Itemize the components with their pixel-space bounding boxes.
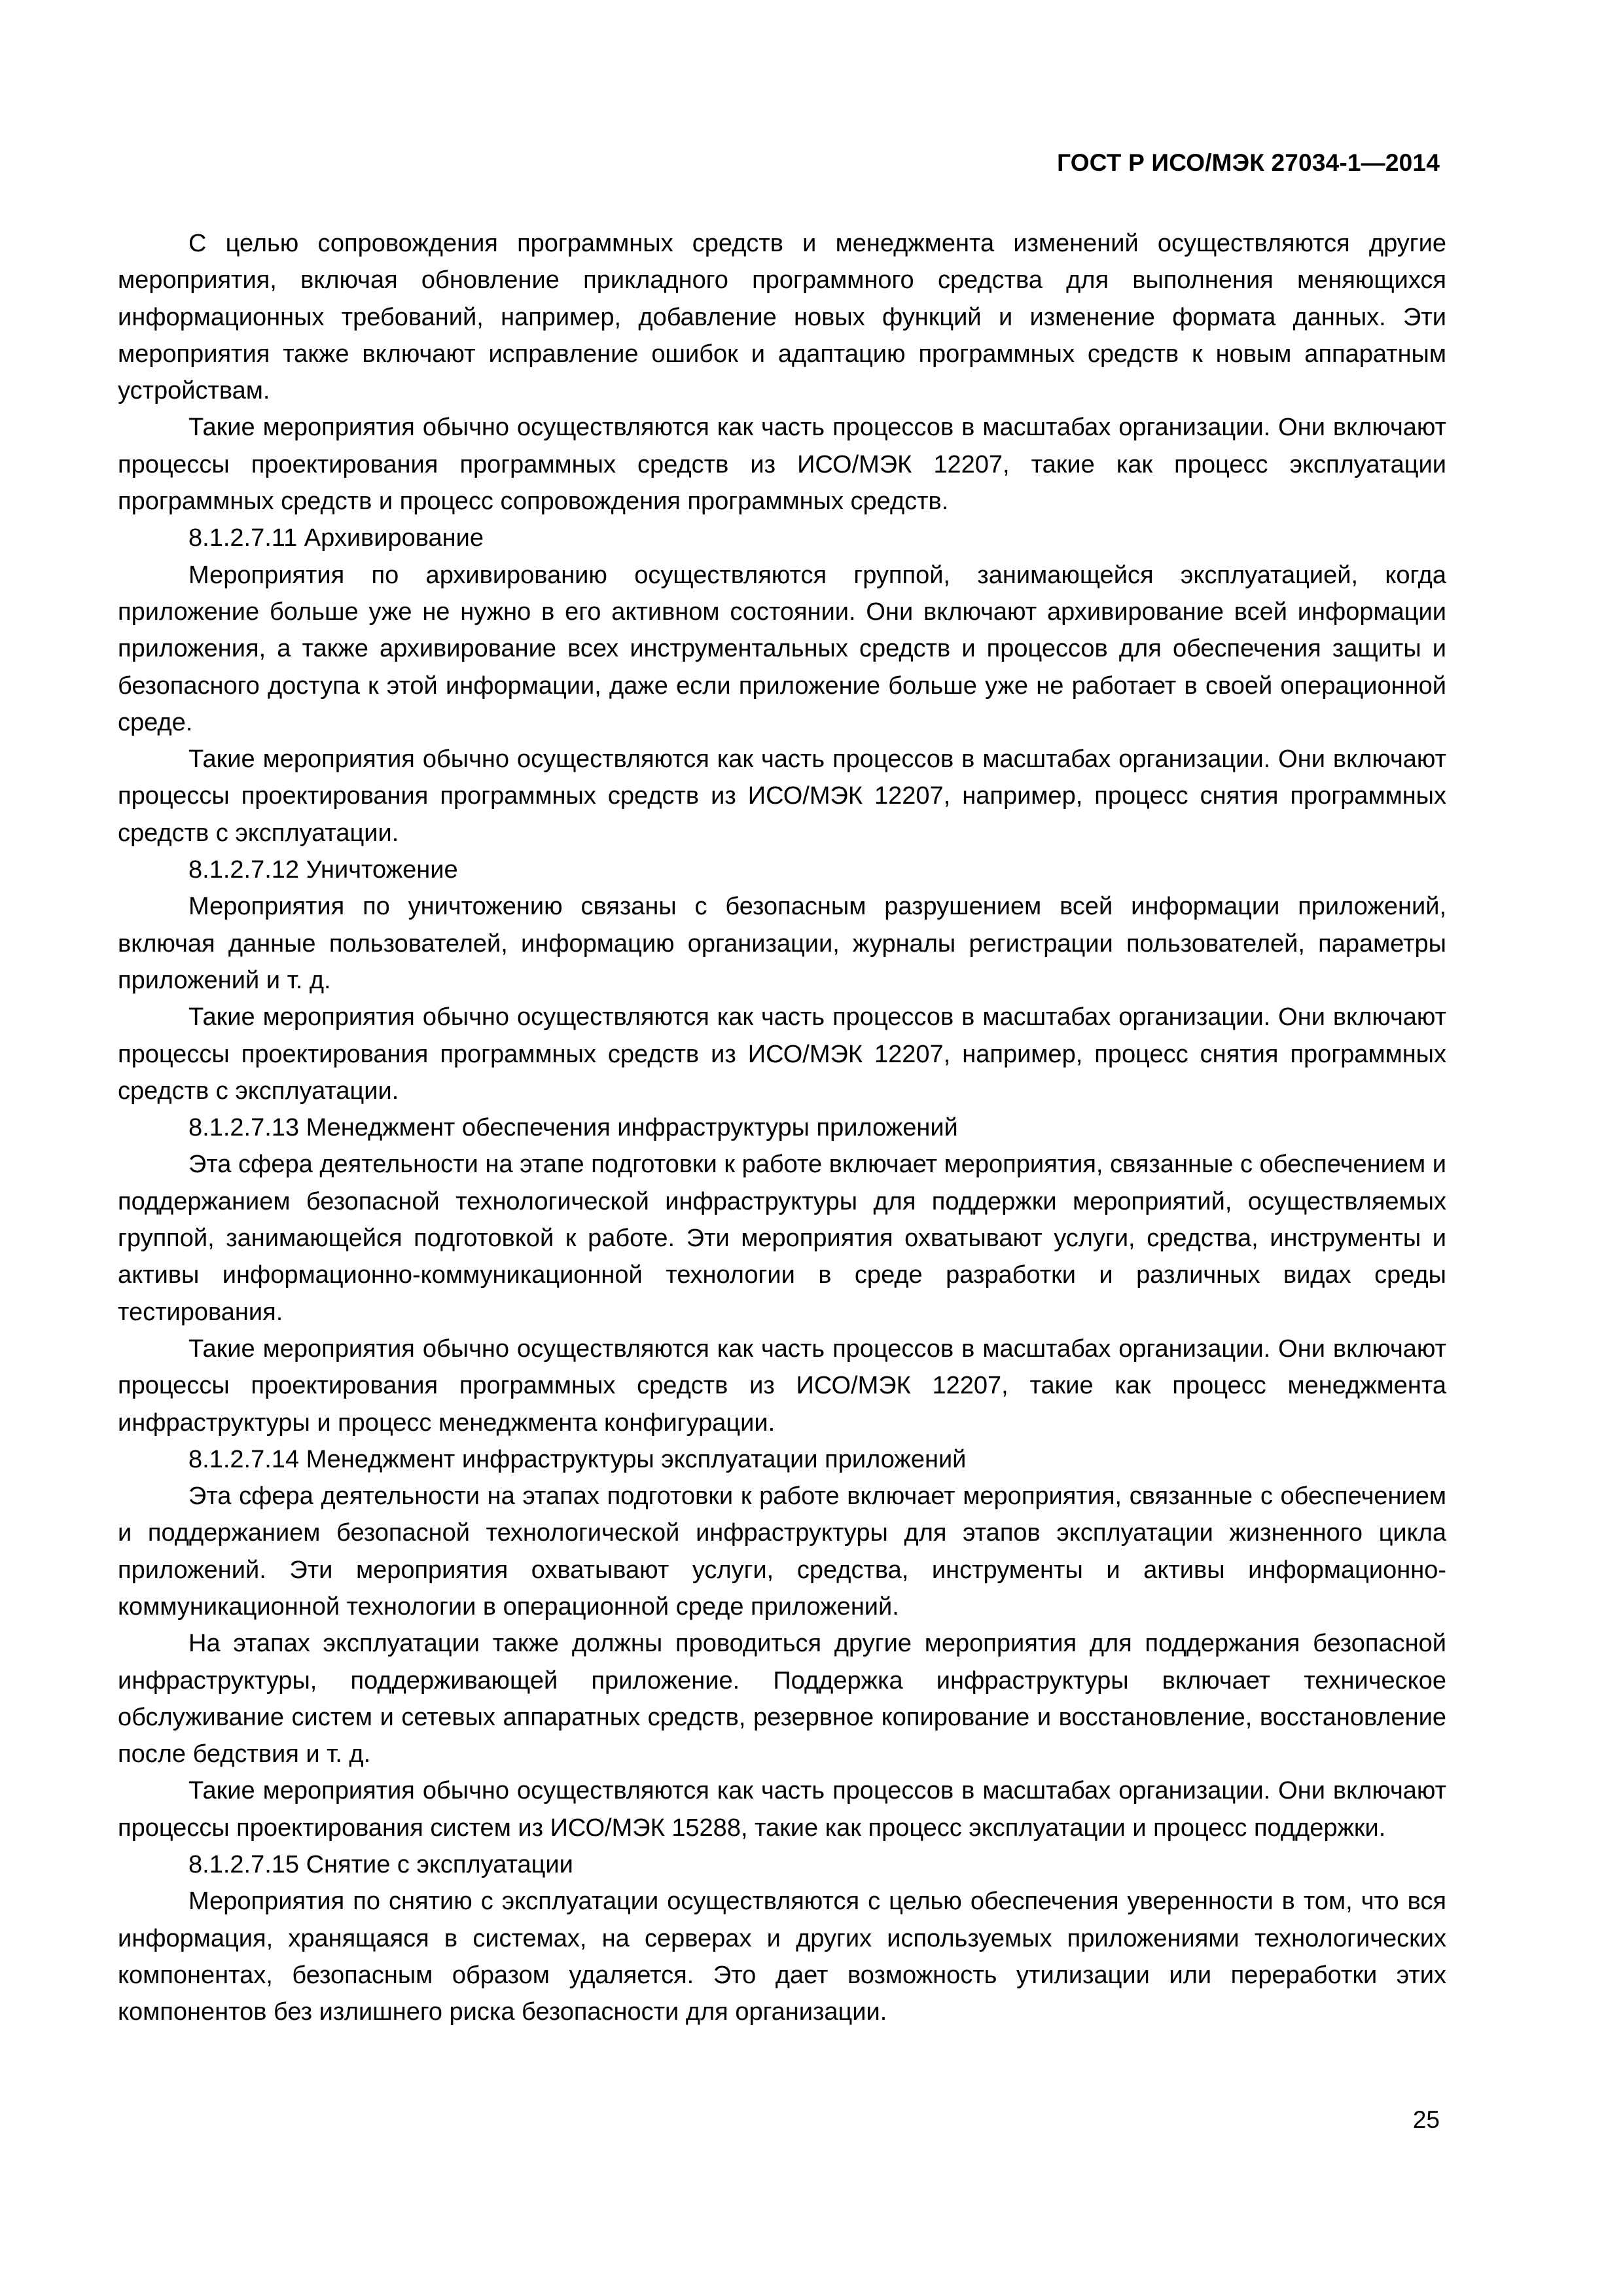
paragraph-operations-processes: Такие мероприятия обычно осуществляются как часть процессов в масштабах организации. Они включают процессы проектирования систем из ИСО/МЭК 15288, такие как процесс эксплуатации и процесс поддержки. [118, 1777, 1446, 1842]
section-heading-destruction: 8.1.2.7.12 Уничтожение [188, 856, 458, 884]
page-number: 25 [1412, 2106, 1440, 2133]
paragraph-destruction-processes: Такие мероприятия обычно осуществляются как часть процессов в масштабах организации. Они включают процессы проектирования программных средств из ИСО/МЭК 12207, например, процесс снятия программных средств с эксплуатации. [118, 1003, 1446, 1105]
paragraph-infrastructure-provisioning: Эта сфера деятельности на этапе подготовки к работе включает мероприятия, связанные с обеспечением и поддержанием безопасной технологической инфраструктуры для поддержки мероприятий, осуществляемых группой, занимающейся подготовкой к работе. Эти мероприятия охватывают услуги, средства, инструменты и активы информационно-коммуникационной технологии в среде разработки и различных видах среды тестирования. [118, 1151, 1446, 1326]
paragraph-infrastructure-provisioning-processes: Такие мероприятия обычно осуществляются как часть процессов в масштабах организации. Они включают процессы проектирования программных средств из ИСО/МЭК 12207, такие как процесс менеджмента инфраструктуры и процесс менеджмента конфигурации. [118, 1335, 1446, 1437]
section-heading-archiving: 8.1.2.7.11 Архивирование [188, 524, 484, 552]
document-header-id: ГОСТ Р ИСО/МЭК 27034-1—2014 [1057, 149, 1440, 176]
paragraph-archiving: Мероприятия по архивированию осуществляются группой, занимающейся эксплуатацией, когда приложение больше уже не нужно в его активном состоянии. Они включают архивирование всей информации приложения, а также архивирование всех инструментальных средств и процессов для обеспечения защиты и безопасного доступа к этой информации, даже если приложение больше уже не работает в своей операционной среде. [118, 561, 1446, 736]
paragraph-operations-support: На этапах эксплуатации также должны проводиться другие мероприятия для поддержания безопасной инфраструктуры, поддерживающей приложение. Поддержка инфраструктуры включает техническое обслуживание систем и сетевых аппаратных средств, резервное копирование и восстановление, восстановление после бедствия и т. д. [118, 1630, 1446, 1768]
paragraph-maintenance-processes: Такие мероприятия обычно осуществляются как часть процессов в масштабах организации. Они включают процессы проектирования программных средств из ИСО/МЭК 12207, такие как процесс эксплуатации программных средств и процесс сопровождения программных средств. [118, 414, 1446, 516]
paragraph-maintenance: С целью сопровождения программных средств и менеджмента изменений осуществляются другие мероприятия, включая обновление прикладного программного средства для выполнения меняющихся информационных требований, например, добавление новых функций и изменение формата данных. Эти мероприятия также включают исправление ошибок и адаптацию программных средств к новым аппаратным устройствам. [118, 230, 1446, 405]
section-heading-decommissioning: 8.1.2.7.15 Снятие с эксплуатации [188, 1851, 573, 1879]
document-body [118, 225, 1446, 2031]
paragraph-operations-infrastructure: Эта сфера деятельности на этапах подготовки к работе включает мероприятия, связанные с обеспечением и поддержанием безопасной технологической инфраструктуры для этапов эксплуатации жизненного цикла приложений. Эти мероприятия охватывают услуги, средства, инструменты и активы информационно-коммуникационной технологии в операционной среде приложений. [118, 1482, 1446, 1621]
section-heading-infrastructure-provisioning: 8.1.2.7.13 Менеджмент обеспечения инфраструктуры приложений [188, 1114, 958, 1142]
paragraph-destruction: Мероприятия по уничтожению связаны с безопасным разрушением всей информации приложений, включая данные пользователей, информацию организации, журналы регистрации пользователей, параметры приложений и т. д. [118, 893, 1446, 994]
paragraph-archiving-processes: Такие мероприятия обычно осуществляются как часть процессов в масштабах организации. Они включают процессы проектирования программных средств из ИСО/МЭК 12207, например, процесс снятия программных средств с эксплуатации. [118, 745, 1446, 847]
section-heading-operations-infrastructure: 8.1.2.7.14 Менеджмент инфраструктуры эксплуатации приложений [188, 1445, 967, 1473]
paragraph-decommissioning: Мероприятия по снятию с эксплуатации осуществляются с целью обеспечения уверенности в том, что вся информация, хранящаяся в системах, на серверах и других используемых приложениями технологических компонентах, безопасным образом удаляется. Это дает возможность утилизации или переработки этих компонентов без излишнего риска безопасности для организации. [118, 1888, 1446, 2026]
